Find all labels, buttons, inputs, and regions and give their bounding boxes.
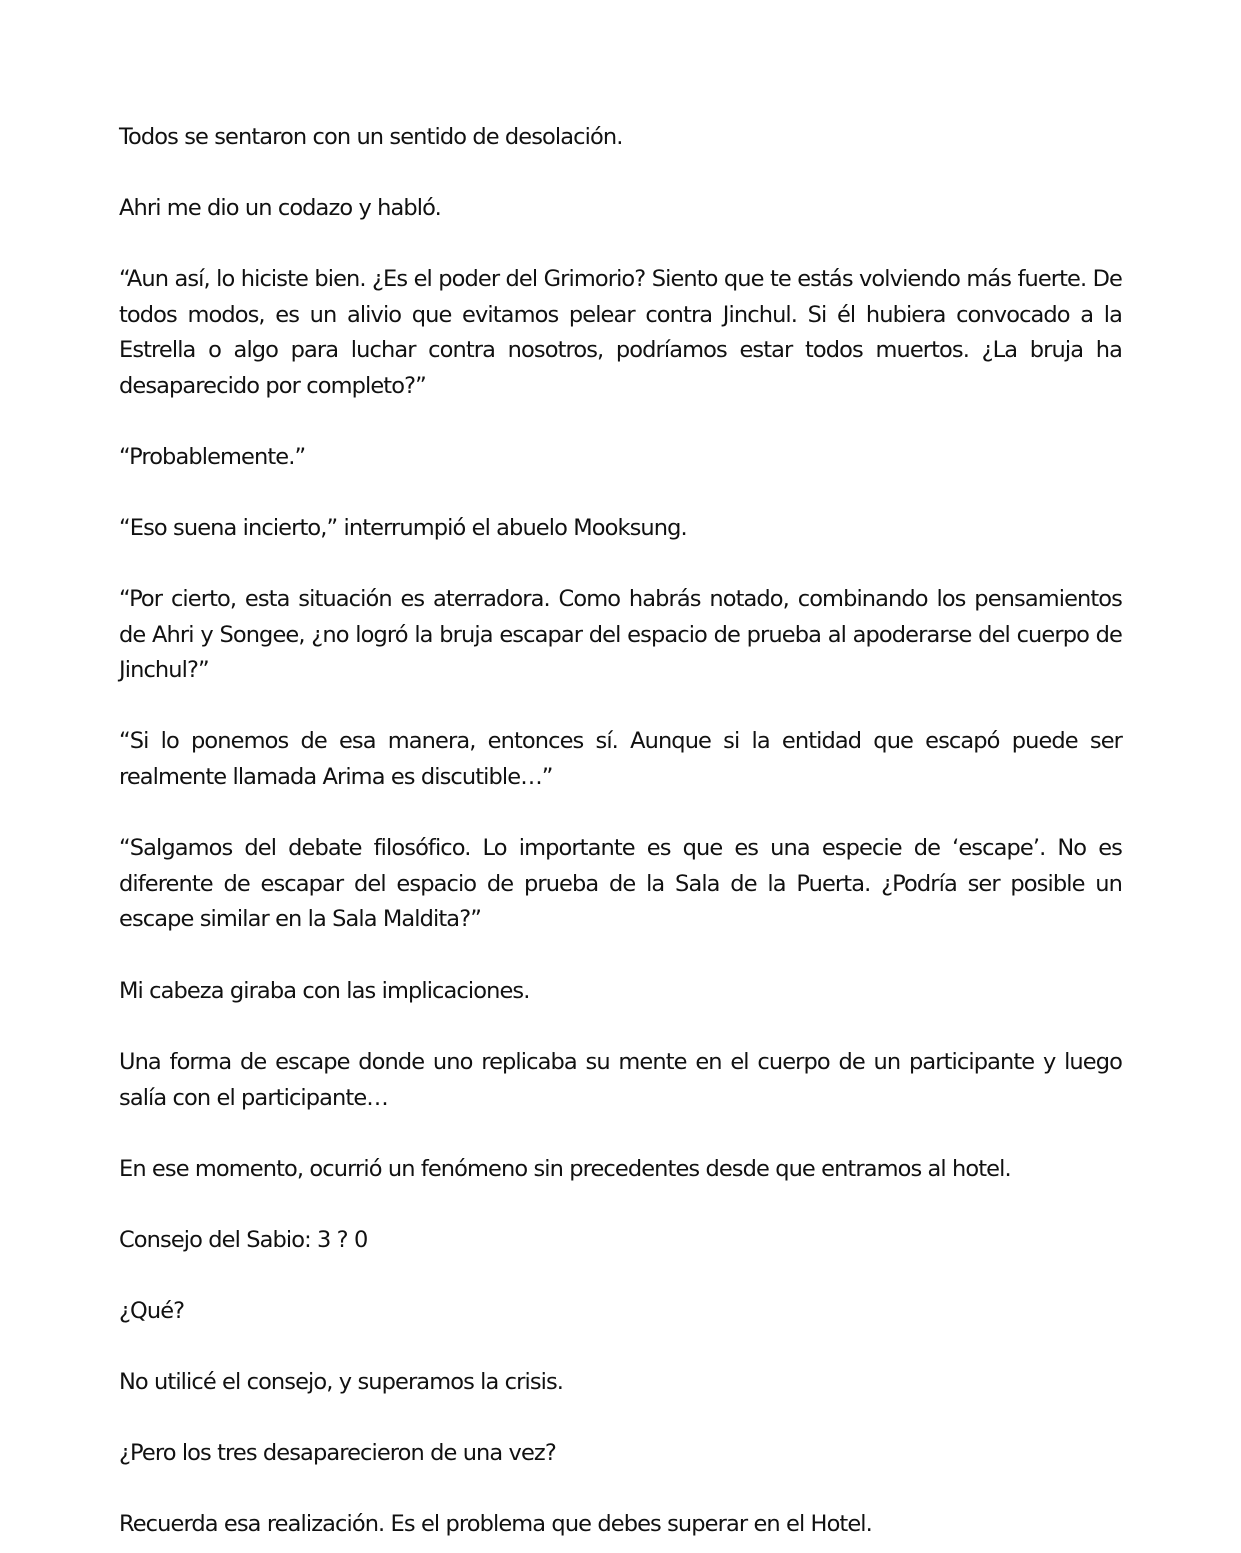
paragraph-11: En ese momento, ocurrió un fenómeno sin precedentes desde que entramos al hotel. [119,1156,1011,1182]
paragraph-1: Todos se sentaron con un sentido de desolación. [119,124,623,150]
paragraph-16: Recuerda esa realización. Es el problema que debes superar en el Hotel. [119,1511,872,1537]
paragraph-6: “Por cierto, esta situación es aterradora. Como habrás notado, combinando los pensamientos de Ahri y Songee, ¿no logró la bruja escapar del espacio de prueba al apoderarse del cuerpo de Jinchul?” [119,586,1122,684]
paragraph-10: Una forma de escape donde uno replicaba su mente en el cuerpo de un participante y luego salía con el participante… [119,1049,1122,1111]
paragraph-9: Mi cabeza giraba con las implicaciones. [119,978,530,1004]
paragraph-12: Consejo del Sabio: 3 ? 0 [119,1227,368,1253]
paragraph-4: “Probablemente.” [119,444,306,470]
paragraph-14: No utilicé el consejo, y superamos la crisis. [119,1369,564,1395]
paragraph-15: ¿Pero los tres desaparecieron de una vez? [119,1440,556,1466]
paragraph-7: “Si lo ponemos de esa manera, entonces sí. Aunque si la entidad que escapó puede ser realmente llamada Arima es discutible…” [119,728,1122,790]
paragraph-5: “Eso suena incierto,” interrumpió el abuelo Mooksung. [119,515,687,541]
paragraph-3: “Aun así, lo hiciste bien. ¿Es el poder del Grimorio? Siento que te estás volviendo más fuerte. De todos modos, es un alivio que evitamos pelear contra Jinchul. Si él hubiera convocado a la Estrella o algo para luchar contra nosotros, podríamos estar todos muertos. ¿La bruja ha desaparecido por completo?” [119,266,1122,399]
paragraph-8: “Salgamos del debate filosófico. Lo importante es que es una especie de ‘escape’. No es diferente de escapar del espacio de prueba de la Sala de la Puerta. ¿Podría ser posible un escape similar en la Sala Maldita?” [119,835,1122,933]
paragraph-2: Ahri me dio un codazo y habló. [119,195,441,221]
paragraph-13: ¿Qué? [119,1298,185,1324]
